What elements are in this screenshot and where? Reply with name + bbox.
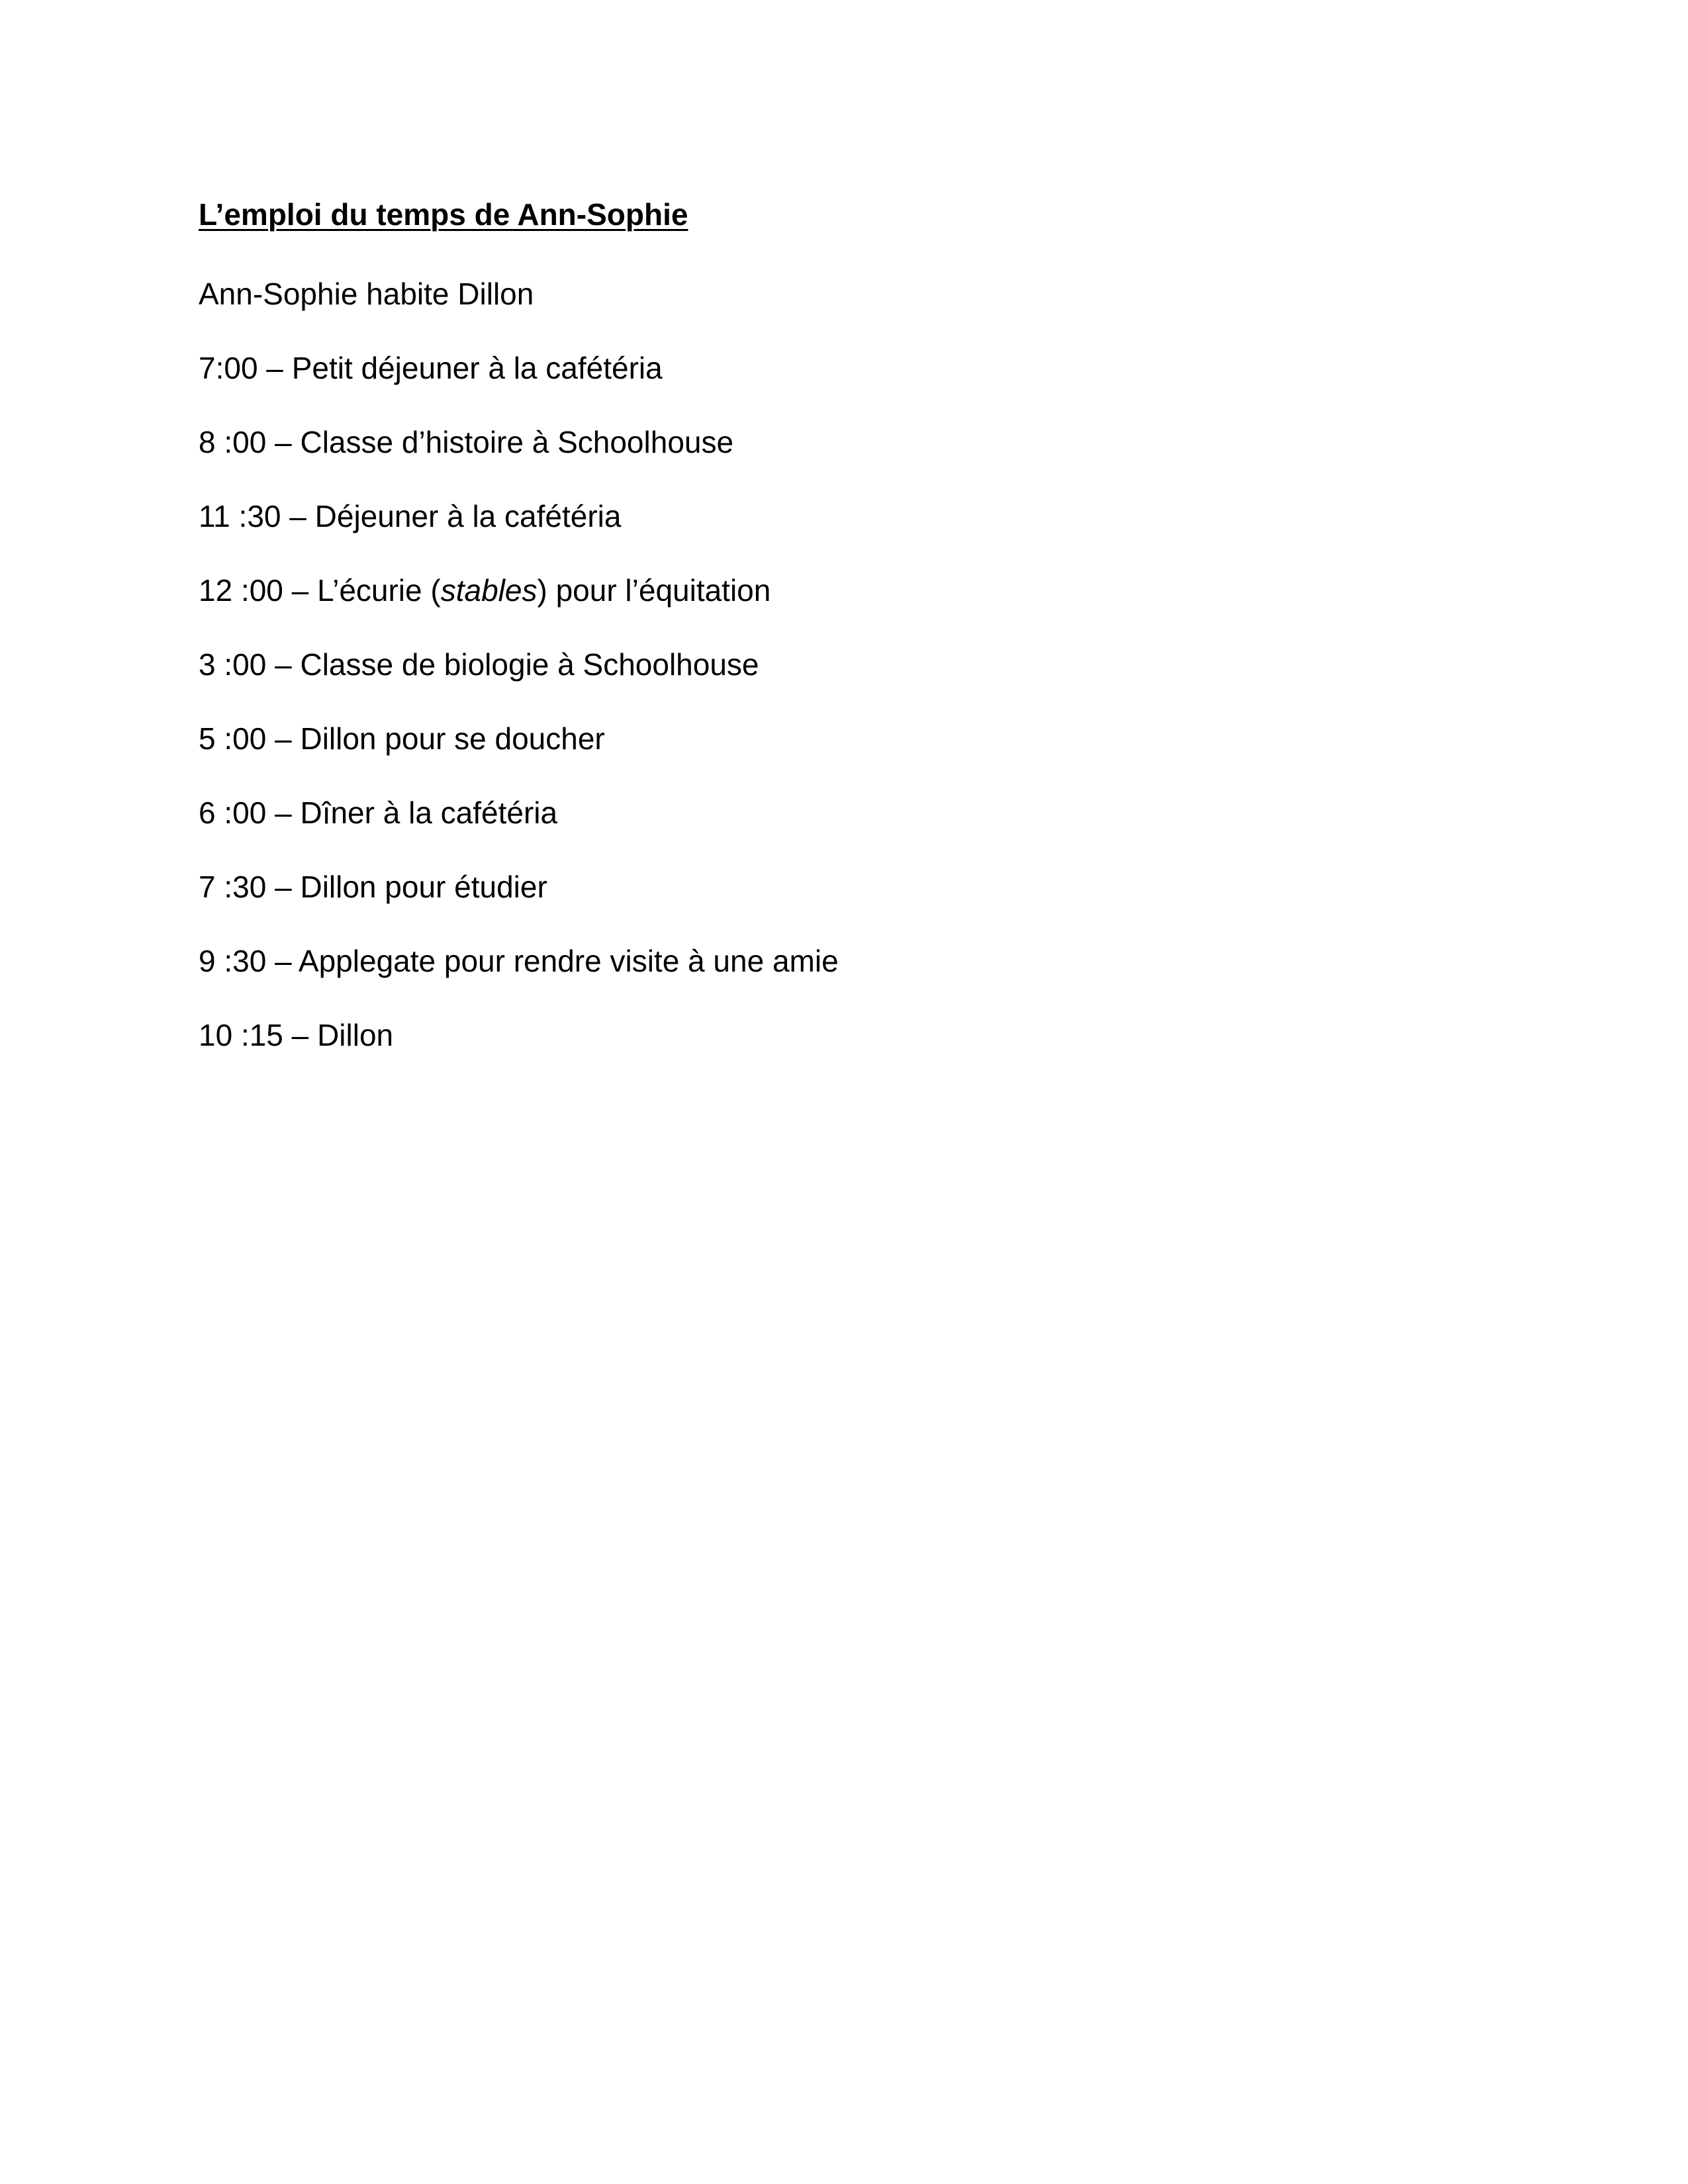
schedule-entry [199,720,1489,757]
entry-separator: – [266,721,301,756]
entry-separator: – [266,647,301,682]
entry-text-italic: stables [440,573,538,608]
entry-time: 3 :00 [199,647,267,682]
schedule-entry [199,1017,1489,1054]
entry-separator: – [283,573,318,608]
schedule-entry [199,794,1489,831]
document-title: L’emploi du temps de Ann-Sophie [199,197,688,232]
entry-separator: – [266,796,301,830]
schedule-entry [199,498,1489,535]
entry-text: Classe d’histoire à Schoolhouse [300,425,734,459]
entry-text: Déjeuner à la cafétéria [314,499,622,533]
entry-time: 6 :00 [199,796,267,830]
entry-time: 11 :30 [199,499,281,533]
entry-text-before: L’écurie ( [317,573,441,608]
schedule-entry [199,349,1489,387]
entry-text: Dîner à la cafétéria [300,796,558,830]
schedule-entry [199,868,1489,905]
schedule-entry [199,572,1489,609]
document-body [199,196,1489,1054]
entry-separator: – [281,499,315,533]
entry-text: Classe de biologie à Schoolhouse [300,647,759,682]
entry-time: 12 :00 [199,573,283,608]
entry-text: Dillon pour se doucher [300,721,605,756]
entry-separator: – [266,870,301,904]
schedule-entry [199,646,1489,683]
entry-time: 7:00 [199,351,258,385]
entry-text: Petit déjeuner à la cafétéria [291,351,663,385]
entry-text-after: ) pour l’équitation [537,573,771,608]
schedule-list [199,349,1489,1054]
entry-text: Dillon [317,1018,394,1052]
entry-separator: – [266,425,301,459]
entry-time: 7 :30 [199,870,267,904]
entry-text: Applegate pour rendre visite à une amie [298,944,839,978]
entry-time: 5 :00 [199,721,267,756]
entry-time: 10 :15 [199,1018,283,1052]
entry-text: Dillon pour étudier [300,870,547,904]
entry-time: 8 :00 [199,425,267,459]
entry-separator: – [258,351,292,385]
schedule-entry [199,942,1489,979]
entry-separator: – [283,1018,318,1052]
entry-time: 9 :30 [199,944,267,978]
intro-line: Ann-Sophie habite Dillon [199,277,534,311]
schedule-entry [199,424,1489,461]
entry-separator: – [266,944,299,978]
